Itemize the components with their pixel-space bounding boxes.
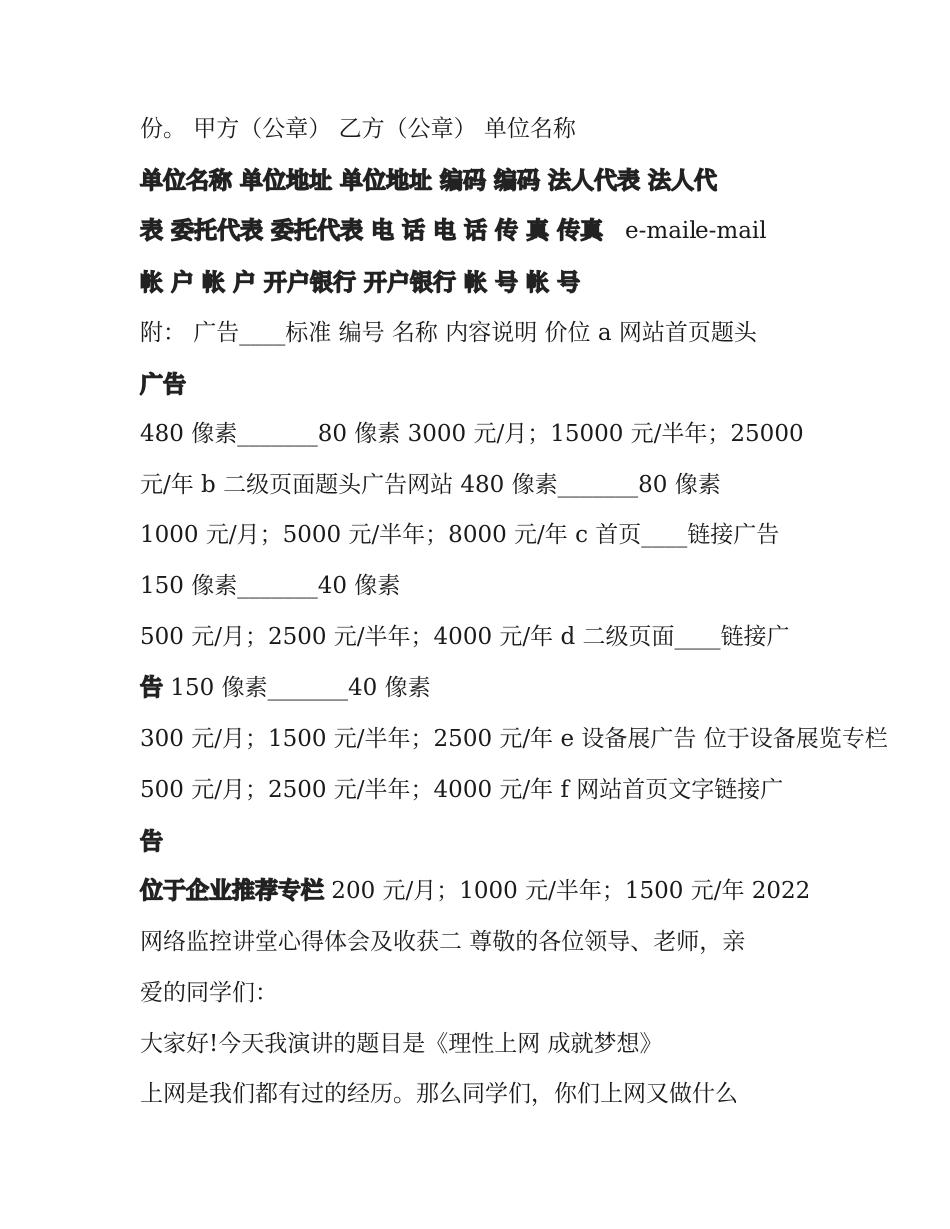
text-line-9: 1000 元/月；5000 元/半年；8000 元/年 c 首页____链接广告 (140, 522, 780, 548)
text-line-12 (140, 673, 431, 703)
text-line-5: 附： 广告____标准 编号 名称 内容说明 价位 a 网站首页题头 (140, 320, 757, 346)
text-line-8: 元/年 b 二级页面题头广告网站 480 像素_______80 像素 (140, 472, 721, 498)
text-line-13: 300 元/月；1500 元/半年；2500 元/年 e 设备展广告 位于设备展览专栏 (140, 726, 888, 752)
text-line-3 (140, 216, 603, 246)
text-line-10: 150 像素_______40 像素 (140, 573, 401, 599)
text-line-4-outline: 帐 户 帐 户 开户银行 开户银行 帐 号 帐 号 (140, 270, 581, 296)
email-label-1: e-mail (625, 218, 697, 244)
text-line-11: 500 元/月；2500 元/半年；4000 元/年 d 二级页面____链接广 (140, 624, 790, 650)
text-line-16 (140, 876, 810, 906)
text-line-1: 份。 甲方（公章） 乙方（公章） 单位名称 (140, 116, 576, 142)
text-line-3-outline-b: 真 传真 (526, 218, 604, 244)
text-line-3-outline-a: 表 委托代表 委托代表 电 话 电 话 传 (140, 218, 527, 244)
text-line-18: 爱的同学们： (140, 980, 278, 1006)
text-line-15-outline: 告 (140, 829, 163, 855)
text-line-16-plain: 200 元/月；1000 元/半年；1500 元/年 2022 (324, 878, 811, 904)
text-line-20: 上网是我们都有过的经历。那么同学们，你们上网又做什么 (140, 1081, 738, 1107)
text-line-6-outline: 广告 (140, 372, 186, 398)
text-line-12-outline: 告 (140, 675, 163, 701)
text-line-19: 大家好!今天我演讲的题目是《理性上网 成就梦想》 (140, 1031, 663, 1057)
text-line-14: 500 元/月；2500 元/半年；4000 元/年 f 网站首页文字链接广 (140, 777, 784, 803)
text-line-2-outline: 单位名称 单位地址 单位地址 编码 编码 法人代表 法人代 (140, 168, 718, 194)
text-line-12-plain: 150 像素_______40 像素 (163, 675, 431, 701)
text-line-16-outline: 位于企业推荐专栏 (140, 878, 324, 904)
email-label-2: e-mail (695, 218, 767, 244)
text-line-7: 480 像素_______80 像素 3000 元/月；15000 元/半年；25000 (140, 421, 804, 447)
text-line-17: 网络监控讲堂心得体会及收获二 尊敬的各位领导、老师，亲 (140, 929, 746, 955)
